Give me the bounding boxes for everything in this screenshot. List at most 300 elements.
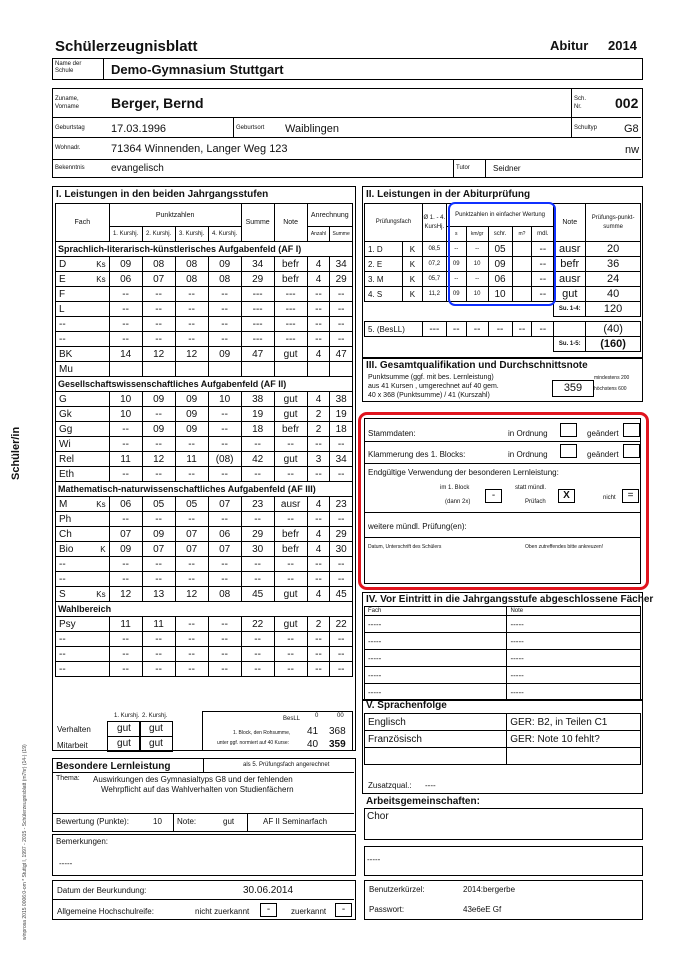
ag-title: Arbeitsgemeinschaften: [366, 796, 480, 807]
confession: evangelisch [111, 163, 164, 174]
sch-nr-label: Sch. Nr. [574, 96, 587, 110]
s5-language: Englisch [365, 714, 507, 731]
subject: -- [59, 318, 66, 330]
points-k2: 07 [142, 272, 175, 287]
subject: -- [59, 633, 66, 645]
note: -- [274, 467, 307, 482]
h-k1: 1. Kurshj. [109, 227, 142, 242]
anrechnung-sum: -- [330, 467, 353, 482]
stamm-label: Stammdaten: [368, 429, 416, 438]
grade-row [56, 272, 353, 287]
bew: 10 [153, 817, 162, 826]
anrechnung-sum: 30 [330, 542, 353, 557]
bemerk-value: ----- [59, 859, 73, 868]
besondere-title: Besondere Lernleistung [56, 761, 171, 772]
block-d: 359 [329, 739, 346, 750]
note: --- [274, 317, 307, 332]
s4-fach: ----- [365, 616, 507, 633]
anzahl: -- [307, 467, 330, 482]
anzahl: -- [307, 437, 330, 452]
zusatz-label: Zusatzqual.: [368, 781, 412, 790]
grade-row [56, 452, 353, 467]
points-k1: -- [109, 437, 142, 452]
grade-row [56, 647, 353, 662]
note: -- [274, 632, 307, 647]
exam-pp: 36 [586, 257, 641, 272]
exam-note: ausr [554, 272, 586, 287]
s4-row [365, 633, 641, 650]
su14: 120 [586, 302, 641, 317]
af: AF II Seminarfach [263, 817, 328, 826]
points-k4: 09 [208, 347, 241, 362]
subject-cell [56, 632, 110, 647]
grade-row [56, 392, 353, 407]
exam-s: 09 [446, 287, 466, 302]
pw: 43e6eE Gf [463, 905, 502, 914]
s4-fach: ----- [365, 667, 507, 684]
exam-schr: 06 [488, 272, 512, 287]
block-z00: 00 [337, 713, 344, 719]
endg-label: Endgültige Verwendung der besonderen Lernleistung: [368, 468, 559, 477]
points-k4: -- [208, 647, 241, 662]
exam-note: ausr [554, 242, 586, 257]
points-k3: 07 [175, 542, 208, 557]
note [274, 362, 307, 377]
subject-cell [56, 452, 110, 467]
s4-h-note: Note [507, 607, 641, 616]
s4-note: ----- [507, 684, 641, 701]
subject: Mu [59, 363, 73, 375]
section5-table [364, 713, 641, 765]
subject: Rel [59, 453, 75, 465]
pruef-label: Prüfach [525, 499, 546, 505]
subject-cell [56, 422, 110, 437]
gq-line2: aus 41 Kursen , umgerechnet auf 40 gem. [368, 383, 499, 390]
mitarbeit-1: gut [107, 736, 141, 752]
su15: (160) [586, 337, 641, 352]
grade-row [56, 362, 353, 377]
verhalten-label: Verhalten [57, 725, 91, 734]
blue-highlight [448, 202, 556, 306]
h-k2: 2. Kurshj. [142, 227, 175, 242]
h-k4: 4. Kurshj. [208, 227, 241, 242]
statt-label: statt mündl. [515, 485, 547, 491]
address: 71364 Winnenden, Langer Weg 123 [111, 143, 288, 155]
anrechnung-sum: 22 [330, 617, 353, 632]
points-k1: 06 [109, 497, 142, 512]
anrechnung-sum: -- [330, 662, 353, 677]
ag-box2 [364, 846, 643, 876]
beurk-box [52, 880, 356, 920]
points-k1: 11 [109, 452, 142, 467]
points-k2: 13 [142, 587, 175, 602]
block-c: 40 [307, 739, 319, 750]
abitur-label: Abitur [550, 38, 589, 53]
besondere-sub: als 5. Prüfungsfach angerechnet [243, 762, 330, 768]
subject-cell [56, 392, 110, 407]
subject-cell [56, 272, 110, 287]
anzahl: 3 [307, 452, 330, 467]
side-label: Schüler/in [10, 426, 22, 480]
school-box [52, 58, 643, 80]
block-text1: 1. Block, den Rohsumme, [233, 730, 291, 736]
points-k3: 08 [175, 257, 208, 272]
points-k4: -- [208, 302, 241, 317]
exam-kind: K [402, 272, 422, 287]
grade-row [56, 572, 353, 587]
points-k3: 09 [175, 422, 208, 437]
note: -- [274, 557, 307, 572]
group-title: Gesellschaftswissenschaftliches Aufgabenfeld (AF II) [56, 377, 353, 392]
subject-cell [56, 317, 110, 332]
group-title: Mathematisch-naturwissenschaftliches Aufgabenfeld (AF III) [56, 482, 353, 497]
subject-cell [56, 512, 110, 527]
points-k1: -- [109, 467, 142, 482]
gq-line1: Punktsumme (ggf. mit bes. Lernleistung) [368, 374, 494, 381]
h-anrechnung: Anrechnung [307, 204, 352, 227]
points-k3: -- [175, 512, 208, 527]
points-k4: 06 [208, 527, 241, 542]
s4-row [365, 667, 641, 684]
points-k3: -- [175, 437, 208, 452]
anzahl: -- [307, 302, 330, 317]
course-type: Ks [96, 499, 106, 509]
points-k4: -- [208, 572, 241, 587]
anrechnung-sum: -- [330, 332, 353, 347]
anrechnung-sum: -- [330, 437, 353, 452]
exam-avg: 11,2 [422, 287, 446, 302]
subject-cell [56, 407, 110, 422]
s4-fach: ----- [365, 650, 507, 667]
sum: 47 [241, 347, 274, 362]
subject: Ph [59, 513, 72, 525]
anrechnung-sum: -- [330, 302, 353, 317]
student-box [52, 88, 643, 178]
exam-mdl: -- [532, 257, 554, 272]
grade-row [56, 407, 353, 422]
side-footer: winprosa 2015 0006:0-om * Stuttgt I, 1997 - 2015 - Schülerzeugnisblatt (m7hr) (14-) (19) [22, 744, 28, 940]
group-header [56, 602, 353, 617]
note: befr [274, 257, 307, 272]
note: gut [274, 347, 307, 362]
points-k4: 07 [208, 497, 241, 512]
subject-cell [56, 287, 110, 302]
note: -- [274, 662, 307, 677]
section4-title: IV. Vor Eintritt in die Jahrgangsstufe abgeschlossene Fächer [366, 594, 654, 605]
sch-nr: 002 [615, 95, 639, 111]
besll-val: --- [422, 322, 446, 337]
beurk-label: Datum der Beurkundung: [57, 886, 147, 895]
subject: G [59, 393, 67, 405]
note: befr [274, 272, 307, 287]
hsr-nicht-box[interactable]: - [260, 903, 277, 917]
points-k2: 09 [142, 422, 175, 437]
login-box [364, 880, 643, 920]
points-k4: -- [208, 437, 241, 452]
thema2: Wehrpflicht auf das Wahlverhalten von Studienfächern [101, 785, 294, 794]
ag-line1: Chor [367, 811, 389, 822]
anrechnung-sum: -- [330, 632, 353, 647]
exam-km: 10 [466, 257, 488, 272]
points-k2: -- [142, 662, 175, 677]
note: gut [223, 817, 235, 826]
s4-h-fach: Fach [365, 607, 507, 616]
s4-note: ----- [507, 616, 641, 633]
points-k2: -- [142, 647, 175, 662]
exam-mdl: -- [532, 242, 554, 257]
user-label: Benutzerkürzel: [369, 885, 425, 894]
points-k1: 12 [109, 587, 142, 602]
subject-cell [56, 347, 110, 362]
grade-row [56, 497, 353, 512]
subject: Wi [59, 438, 71, 450]
note: befr [274, 422, 307, 437]
grade-row [56, 542, 353, 557]
points-k4: -- [208, 317, 241, 332]
schooltype-label: Schultyp [574, 125, 598, 131]
zusatz: ---- [425, 781, 436, 790]
grade-row [56, 437, 353, 452]
points-k4: -- [208, 287, 241, 302]
group-title: Wahlbereich [56, 602, 353, 617]
exam-schr: 05 [488, 242, 512, 257]
exam-mdl: -- [532, 272, 554, 287]
subject: Psy [59, 618, 76, 630]
anrechnung-sum: 45 [330, 587, 353, 602]
grade-row [56, 287, 353, 302]
page-title: Schülerzeugnisblatt [55, 38, 198, 55]
gq-max: höchstens 600 [594, 386, 627, 392]
sum: --- [241, 302, 274, 317]
ag-line2: ----- [367, 855, 381, 864]
hsr-zu-box[interactable]: - [335, 903, 352, 917]
su14-label: Su. 1-4: [554, 302, 586, 317]
gq-min: mindestens 200 [594, 375, 630, 381]
points-k3: 09 [175, 392, 208, 407]
sum: -- [241, 557, 274, 572]
exam-pp: 40 [586, 287, 641, 302]
im1-box[interactable]: - [485, 489, 502, 503]
besll-val: -- [532, 322, 554, 337]
sum: 19 [241, 407, 274, 422]
points-k4: -- [208, 632, 241, 647]
anzahl: 4 [307, 497, 330, 512]
points-k1: -- [109, 632, 142, 647]
points-k1: -- [109, 317, 142, 332]
points-k3: -- [175, 557, 208, 572]
abitur-year: 2014 [608, 38, 637, 53]
s5-language [365, 748, 507, 765]
points-k2 [142, 362, 175, 377]
anzahl: -- [307, 632, 330, 647]
anzahl: -- [307, 647, 330, 662]
subject: -- [59, 558, 66, 570]
section5-title: V. Sprachenfolge [366, 700, 447, 711]
grade-row [56, 422, 353, 437]
subject: BK [59, 348, 73, 360]
gq-line3: 40 x 368 (Punktsumme) / 41 (Kurszahl) [368, 392, 490, 399]
anzahl: 4 [307, 347, 330, 362]
points-k4: -- [208, 332, 241, 347]
block-z0: 0 [315, 713, 319, 719]
confession-label: Bekenntnis [55, 165, 85, 171]
sum: 23 [241, 497, 274, 512]
points-k2: 05 [142, 497, 175, 512]
grades-table [55, 203, 353, 677]
exam-kind: K [402, 257, 422, 272]
klamm-io: in Ordnung [508, 450, 548, 459]
exam-note: befr [554, 257, 586, 272]
anzahl: 4 [307, 272, 330, 287]
ag-box1 [364, 808, 643, 840]
points-k3: -- [175, 332, 208, 347]
anzahl [307, 362, 330, 377]
points-k2: -- [142, 557, 175, 572]
sum: -- [241, 437, 274, 452]
sum: --- [241, 287, 274, 302]
points-k1: 07 [109, 527, 142, 542]
section1-title: I. Leistungen in den beiden Jahrgangsstufen [56, 189, 269, 200]
besll-val: -- [446, 322, 466, 337]
subject: M [59, 498, 68, 510]
gq-value: 359 [552, 380, 594, 397]
exam-km: 10 [466, 287, 488, 302]
sum [241, 362, 274, 377]
subject-cell [56, 587, 110, 602]
block-besll: BesLL [283, 716, 301, 722]
h-sub-s: s [446, 227, 466, 242]
exam-avg: 08,5 [422, 242, 446, 257]
h-pkt: Punktzahlen in einfacher Wertung [446, 204, 554, 227]
subject: -- [59, 573, 66, 585]
subject: D [59, 258, 67, 270]
statt-box[interactable]: X [558, 489, 575, 503]
nicht-box[interactable]: = [622, 489, 639, 503]
anzahl: 4 [307, 527, 330, 542]
tutor-label: Tutor [456, 165, 470, 171]
vh-h2: 2. Kurshj. [142, 713, 168, 719]
anzahl: 2 [307, 422, 330, 437]
exam-pp: 24 [586, 272, 641, 287]
note: ausr [274, 497, 307, 512]
sum: -- [241, 572, 274, 587]
anzahl: -- [307, 317, 330, 332]
points-k3: 12 [175, 347, 208, 362]
subject: Eth [59, 468, 75, 480]
user: 2014:bergerbe [463, 885, 516, 894]
s5-row [365, 714, 641, 731]
s4-row [365, 684, 641, 701]
group-header [56, 482, 353, 497]
points-k1: -- [109, 647, 142, 662]
points-k1: -- [109, 287, 142, 302]
s5-ger: GER: Note 10 fehlt? [507, 731, 641, 748]
stamm-io: in Ordnung [508, 429, 548, 438]
points-k1: 09 [109, 542, 142, 557]
subject-cell [56, 332, 110, 347]
h-sub-mdl: mdl. [532, 227, 554, 242]
bew-label: Bewertung (Punkte): [56, 817, 129, 826]
exam-subject: 3. M [365, 272, 403, 287]
anrechnung-sum: 29 [330, 527, 353, 542]
besll-pp: (40) [586, 322, 641, 337]
exam-pp: 20 [586, 242, 641, 257]
points-k4: -- [208, 467, 241, 482]
points-k3: -- [175, 617, 208, 632]
anzahl: -- [307, 332, 330, 347]
sum: 42 [241, 452, 274, 467]
exam-schr: 10 [488, 287, 512, 302]
course-type: Ks [96, 589, 106, 599]
block-summary [202, 711, 353, 751]
grade-row [56, 257, 353, 272]
bemerk-label: Bemerkungen: [56, 837, 109, 846]
points-k2: 07 [142, 542, 175, 557]
points-k1: 10 [109, 407, 142, 422]
note-label: Note: [177, 817, 197, 826]
mitarbeit-2: gut [139, 736, 173, 752]
sum: 29 [241, 272, 274, 287]
s4-note: ----- [507, 650, 641, 667]
tutor: Seidner [493, 164, 521, 173]
thema1: Auswirkungen des Gymnasialtyps G8 und der fehlenden [93, 775, 293, 784]
subject-cell [56, 647, 110, 662]
nw-text: nw [625, 144, 640, 156]
anzahl: -- [307, 662, 330, 677]
h-avg: Ø 1. - 4. KursHj. [422, 204, 446, 242]
anzahl: 4 [307, 392, 330, 407]
points-k1: 14 [109, 347, 142, 362]
thema-label: Thema: [56, 775, 80, 782]
subject-cell [56, 257, 110, 272]
points-k4: -- [208, 422, 241, 437]
subject: E [59, 273, 66, 285]
points-k2: -- [142, 467, 175, 482]
points-k2: -- [142, 317, 175, 332]
sum: -- [241, 632, 274, 647]
subject: Bio [59, 543, 74, 555]
course-type: K [100, 544, 106, 554]
su15-label: Su. 1-5: [554, 337, 586, 352]
besll-val: -- [488, 322, 512, 337]
anrechnung-sum: -- [330, 557, 353, 572]
points-k3: -- [175, 662, 208, 677]
subject-cell [56, 527, 110, 542]
sum: 22 [241, 617, 274, 632]
section4-table [364, 606, 641, 701]
sum: 45 [241, 587, 274, 602]
exam-subject: 1. D [365, 242, 403, 257]
points-k4: 08 [208, 587, 241, 602]
behaviour-block [55, 721, 173, 751]
verhalten-1: gut [107, 721, 141, 737]
s4-fach: ----- [365, 684, 507, 701]
points-k1: -- [109, 557, 142, 572]
birthplace: Waiblingen [285, 123, 340, 135]
anzahl: 4 [307, 542, 330, 557]
exam-subject: 4. S [365, 287, 403, 302]
nicht-label: nicht [603, 495, 616, 501]
exam-avg: 05,7 [422, 272, 446, 287]
grade-row [56, 617, 353, 632]
points-k4: -- [208, 512, 241, 527]
note: -- [274, 572, 307, 587]
anzahl: -- [307, 557, 330, 572]
note: gut [274, 392, 307, 407]
grade-row [56, 317, 353, 332]
points-k1: -- [109, 422, 142, 437]
pw-label: Passwort: [369, 905, 405, 914]
